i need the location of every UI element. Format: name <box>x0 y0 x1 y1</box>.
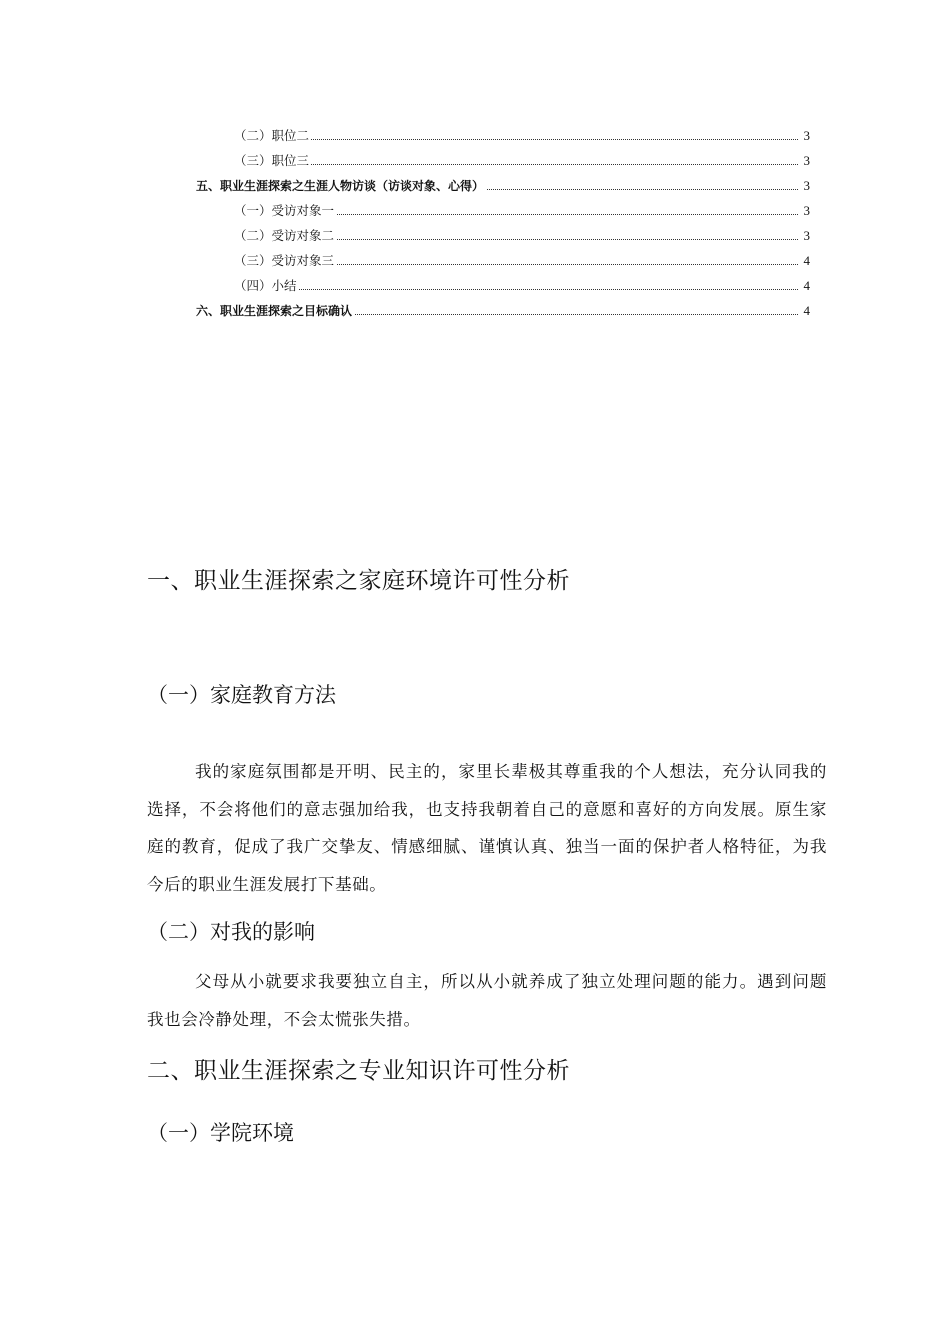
section-heading: 二、职业生涯探索之专业知识许可性分析 <box>147 1058 570 1084</box>
toc-entry[interactable] <box>0 276 950 296</box>
toc-leader <box>234 139 798 140</box>
toc-entry-label: 六、职业生涯探索之目标确认 <box>196 301 354 321</box>
toc-leader <box>234 289 798 290</box>
toc-entry[interactable] <box>0 201 950 221</box>
toc-leader <box>234 164 798 165</box>
body-paragraph: 父母从小就要求我要独立自主，所以从小就养成了独立处理问题的能力。遇到问题我也会冷静处理，不会太慌张失措。 <box>147 972 827 1029</box>
toc-entry-label: 五、职业生涯探索之生涯人物访谈（访谈对象、心得） <box>196 176 486 196</box>
toc-entry-page: 3 <box>798 201 810 221</box>
toc-entry-label: （二）受访对象二 <box>234 226 336 246</box>
toc-entry-label: （四）小结 <box>234 276 299 296</box>
subsection-heading: （二）对我的影响 <box>147 920 315 944</box>
toc-entry[interactable] <box>0 301 950 321</box>
toc-entry-page: 3 <box>798 151 810 171</box>
subsection-heading: （一）家庭教育方法 <box>147 683 336 707</box>
toc-entry-page: 3 <box>798 126 810 146</box>
toc-entry-page: 3 <box>798 176 810 196</box>
toc-entry-page: 3 <box>798 226 810 246</box>
toc-entry[interactable] <box>0 251 950 271</box>
toc-entry[interactable] <box>0 176 950 196</box>
toc-entry-label: （三）职位三 <box>234 151 311 171</box>
toc-entry-label: （三）受访对象三 <box>234 251 336 271</box>
toc-entry-page: 4 <box>798 251 810 271</box>
toc-entry-page: 4 <box>798 301 810 321</box>
toc-entry[interactable] <box>0 226 950 246</box>
body-paragraph: 我的家庭氛围都是开明、民主的，家里长辈极其尊重我的个人想法，充分认同我的选择，不会将他们的意志强加给我，也支持我朝着自己的意愿和喜好的方向发展。原生家庭的教育，促成了我广交挚友、情感细腻、谨慎认真、独当一面的保护者人格特征，为我今后的职业生涯发展打下基础。 <box>147 762 827 894</box>
toc-entry[interactable] <box>0 126 950 146</box>
subsection-heading: （一）学院环境 <box>147 1121 294 1145</box>
toc-entry[interactable] <box>0 151 950 171</box>
toc-entry-label: （二）职位二 <box>234 126 311 146</box>
section-heading: 一、职业生涯探索之家庭环境许可性分析 <box>147 568 570 594</box>
toc-entry-page: 4 <box>798 276 810 296</box>
toc-entry-label: （一）受访对象一 <box>234 201 336 221</box>
